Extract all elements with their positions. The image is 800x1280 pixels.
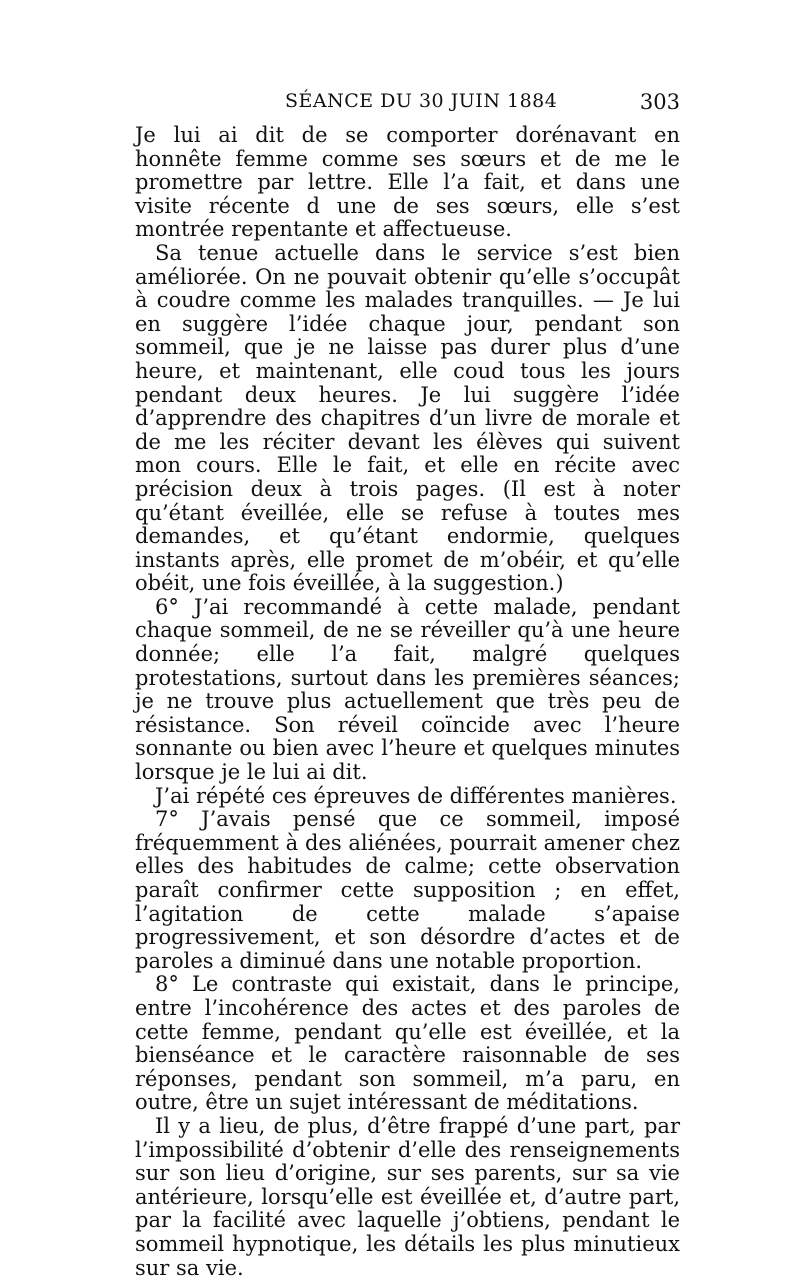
- paragraph: 6° J’ai recommandé à cette malade, pendant chaque sommeil, de ne se réveiller qu’à une heure donnée; elle l’a fait, malgré quelques protestations, surtout dans les premières séances; je ne trouve plus actuellement que très peu de résistance. Son réveil coïncide avec l’heure sonnante ou bien avec l’heure et quelques minutes lorsque je le lui ai dit.: [135, 594, 680, 785]
- page-header: [135, 90, 680, 120]
- paragraph: Je lui ai dit de se comporter dorénavant en honnête femme comme ses sœurs et de me le promettre par lettre. Elle l’a fait, et dans une visite récente d une de ses sœurs, elle s’est montrée repentante et affectueuse.: [135, 123, 680, 242]
- body-text: [135, 124, 680, 1280]
- paragraph: 7° J’avais pensé que ce sommeil, imposé fréquemment à des aliénées, pourrait amener chez elles des habitudes de calme; cette observation paraît confirmer cette supposition ; en effet, l’agitation de cette malade s’apaise progressivement, et son désordre d’actes et de paroles a diminué dans une notable proportion.: [135, 807, 680, 973]
- paragraph: 8° Le contraste qui existait, dans le principe, entre l’incohérence des actes et des paroles de cette femme, pendant qu’elle est éveillée, et la bienséance et le caractère raisonnable de ses réponses, pendant son sommeil, m’a paru, en outre, être un sujet intéressant de méditations.: [135, 972, 680, 1115]
- paragraph: Il y a lieu, de plus, d’être frappé d’une part, par l’impossibilité d’obtenir d’elle des renseignements sur son lieu d’origine, sur ses parents, sur sa vie antérieure, lorsqu’elle est éveillée et, d’autre part, par la facilité avec laquelle j’obtiens, pendant le sommeil hypnotique, les détails les plus minutieux sur sa vie.: [135, 1113, 680, 1280]
- page-number: 303: [639, 90, 680, 114]
- paragraph: Sa tenue actuelle dans le service s’est bien améliorée. On ne pouvait obtenir qu’elle s’occupât à coudre comme les malades tranquilles. — Je lui en suggère l’idée chaque jour, pendant son sommeil, que je ne laisse pas durer plus d’une heure, et maintenant, elle coud tous les jours pendant deux heures. Je lui suggère l’idée d’apprendre des chapitres d’un livre de morale et de me les réciter devant les élèves qui suivent mon cours. Elle le fait, et elle en récite avec précision deux à trois pages. (Il est à noter qu’étant éveillée, elle se refuse à toutes mes demandes, et qu’étant endormie, quelques instants après, elle promet de m’obéir, et qu’elle obéit, une fois éveillée, à la suggestion.): [135, 240, 680, 596]
- running-head: SÉANCE DU 30 JUIN 1884: [285, 90, 558, 112]
- paragraph: J’ai répété ces épreuves de différentes manières.: [155, 783, 677, 808]
